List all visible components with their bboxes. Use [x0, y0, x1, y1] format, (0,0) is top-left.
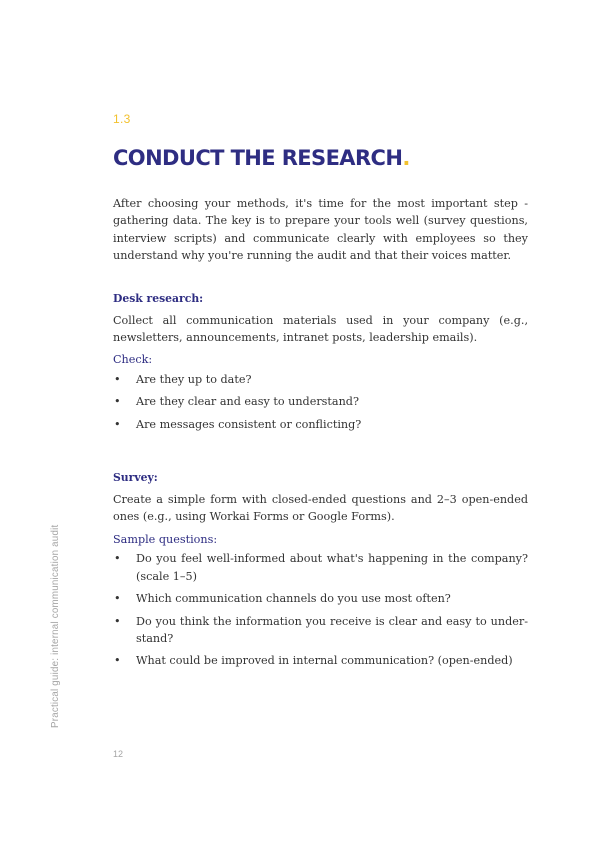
- desk-research-heading: Desk research:: [113, 291, 204, 305]
- sample-questions-label: Sample questions:: [113, 532, 218, 546]
- section-number: 1.3: [113, 112, 131, 126]
- sample-questions-list: [113, 550, 528, 669]
- desk-research-text: Collect all communication materials used in your company (e.g., newsletters, announcements, intranet posts, leadership emails).: [113, 313, 528, 345]
- side-running-title: Practical guide: internal communication audit: [50, 524, 61, 728]
- list-item: • Do you feel well-informed about what's happening in the company? (scale 1–5): [113, 550, 528, 585]
- list-item: • Are messages consistent or conflicting?: [113, 416, 528, 433]
- list-item: • Are they up to date?: [113, 371, 528, 388]
- list-item: • Are they clear and easy to understand?: [113, 393, 528, 410]
- survey-heading: Survey:: [113, 471, 158, 485]
- check-label: Check:: [113, 353, 153, 367]
- title-accent-dot: .: [402, 146, 410, 170]
- intro-paragraph: After choosing your methods, it's time for the most important step - gathering data. The key is to prepare your tools well (survey questions, interview scripts) and communicate clearly with employees so they understand why you're running the audit and that their voices matter.: [113, 197, 528, 263]
- list-item: • What could be improved in internal communication? (open-ended): [113, 652, 528, 669]
- list-item: • Do you think the information you receive is clear and easy to understand?: [113, 613, 528, 648]
- page-title: [113, 146, 410, 170]
- list-item: • Which communication channels do you use most often?: [113, 590, 528, 607]
- check-list: [113, 371, 528, 433]
- page-number: 12: [113, 749, 124, 759]
- main-content: [113, 195, 528, 670]
- survey-text: Create a simple form with closed-ended questions and 2–3 open-ended ones (e.g., using Workai Forms or Google Forms).: [113, 493, 528, 524]
- page-title-text: CONDUCT THE RESEARCH: [113, 146, 403, 170]
